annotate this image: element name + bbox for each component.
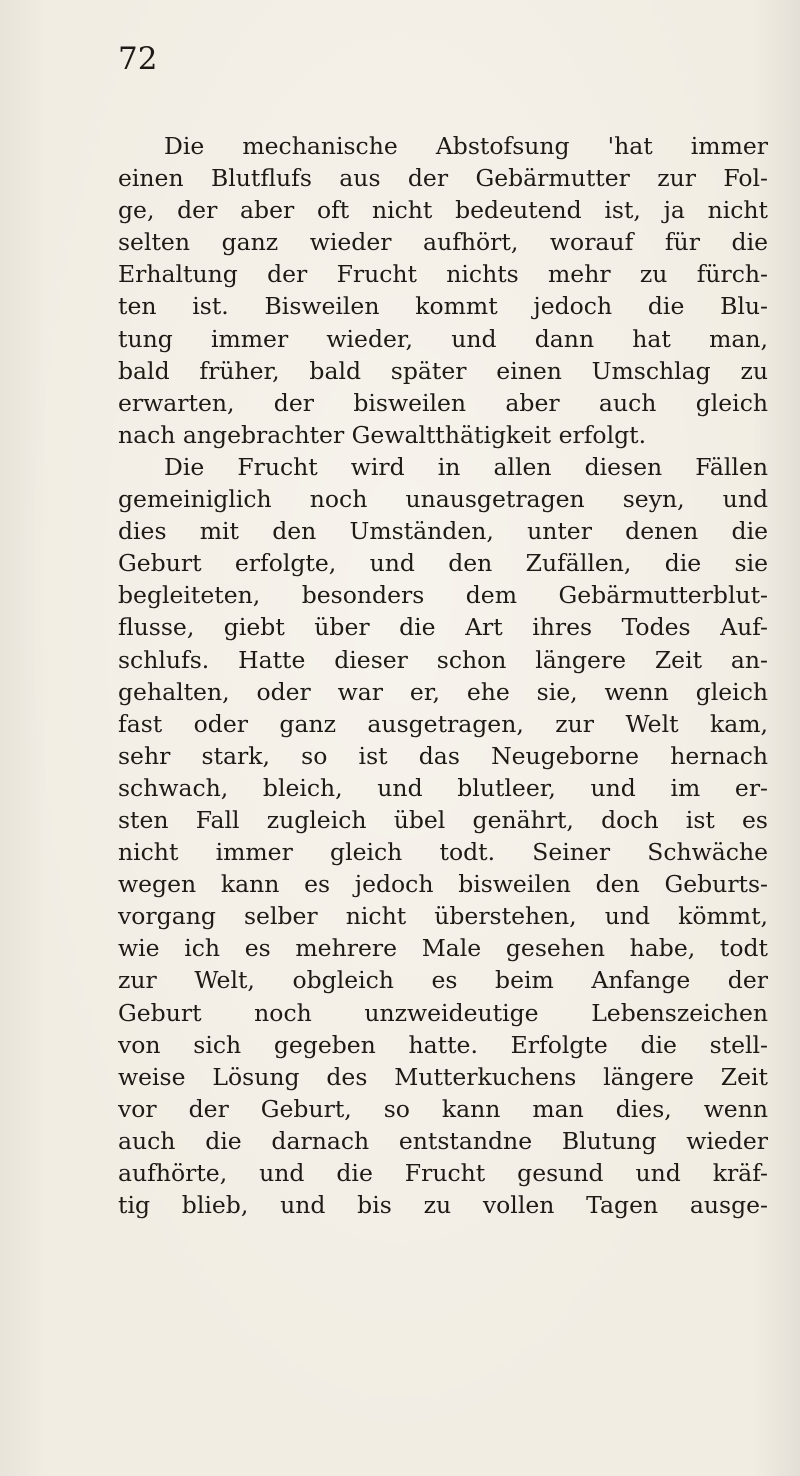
text-line: bald früher, bald später einen Umschlag zu [118,356,768,385]
text-line: nicht immer gleich todt. Seiner Schwäche [118,838,768,867]
text-line: wegen kann es jedoch bisweilen den Geburts- [118,870,768,899]
text-line: sten Fall zugleich übel genährt, doch ist es [118,805,768,834]
text-line: tig blieb, und bis zu vollen Tagen ausge- [118,1191,768,1220]
text-line: selten ganz wieder aufhört, worauf für die [118,228,768,257]
text-line: Die mechanische Abstofsung 'hat immer [164,132,768,160]
page-number: 72 [118,41,158,77]
text-line: Geburt noch unzweideutige Lebenszeichen [118,998,768,1027]
text-line: fast oder ganz ausgetragen, zur Welt kam, [118,709,768,738]
text-line: ge, der aber oft nicht bedeutend ist, ja nicht [118,196,768,225]
text-line: vorgang selber nicht überstehen, und kömmt, [118,902,768,931]
text-line: begleiteten, besonders dem Gebärmutterblut- [118,581,768,610]
text-line: einen Blutflufs aus der Gebärmutter zur Fol- [118,164,768,193]
text-line: vor der Geburt, so kann man dies, wenn [118,1094,768,1123]
text-line: gemeiniglich noch unausgetragen seyn, und [118,485,768,514]
text-line: tung immer wieder, und dann hat man, [118,324,768,353]
text-line: gehalten, oder war er, ehe sie, wenn gleich [118,677,768,706]
text-line: zur Welt, obgleich es beim Anfange der [118,966,768,995]
body-text [118,130,768,1221]
text-line: weise Lösung des Mutterkuchens längere Zeit [118,1062,768,1091]
text-line: Erhaltung der Frucht nichts mehr zu fürch- [118,260,768,289]
text-line: Geburt erfolgte, und den Zufällen, die sie [118,549,768,578]
text-line: Die Frucht wird in allen diesen Fällen [164,452,768,481]
text-line: schlufs. Hatte dieser schon längere Zeit an- [118,645,768,674]
text-line: schwach, bleich, und blutleer, und im er- [118,773,768,802]
text-line: nach angebrachter Gewaltthätigkeit erfolgt. [118,420,647,449]
text-line: dies mit den Umständen, unter denen die [118,517,768,546]
text-line: flusse, giebt über die Art ihres Todes Auf- [118,613,768,642]
text-line: wie ich es mehrere Male gesehen habe, todt [118,934,768,963]
text-line: von sich gegeben hatte. Erfolgte die stell- [118,1030,768,1059]
text-line: sehr stark, so ist das Neugeborne hernach [118,741,768,770]
text-line: aufhörte, und die Frucht gesund und kräf- [118,1159,768,1187]
text-line: erwarten, der bisweilen aber auch gleich [118,388,768,417]
text-line: auch die darnach entstandne Blutung wieder [118,1126,768,1155]
text-line: ten ist. Bisweilen kommt jedoch die Blu- [118,292,768,321]
